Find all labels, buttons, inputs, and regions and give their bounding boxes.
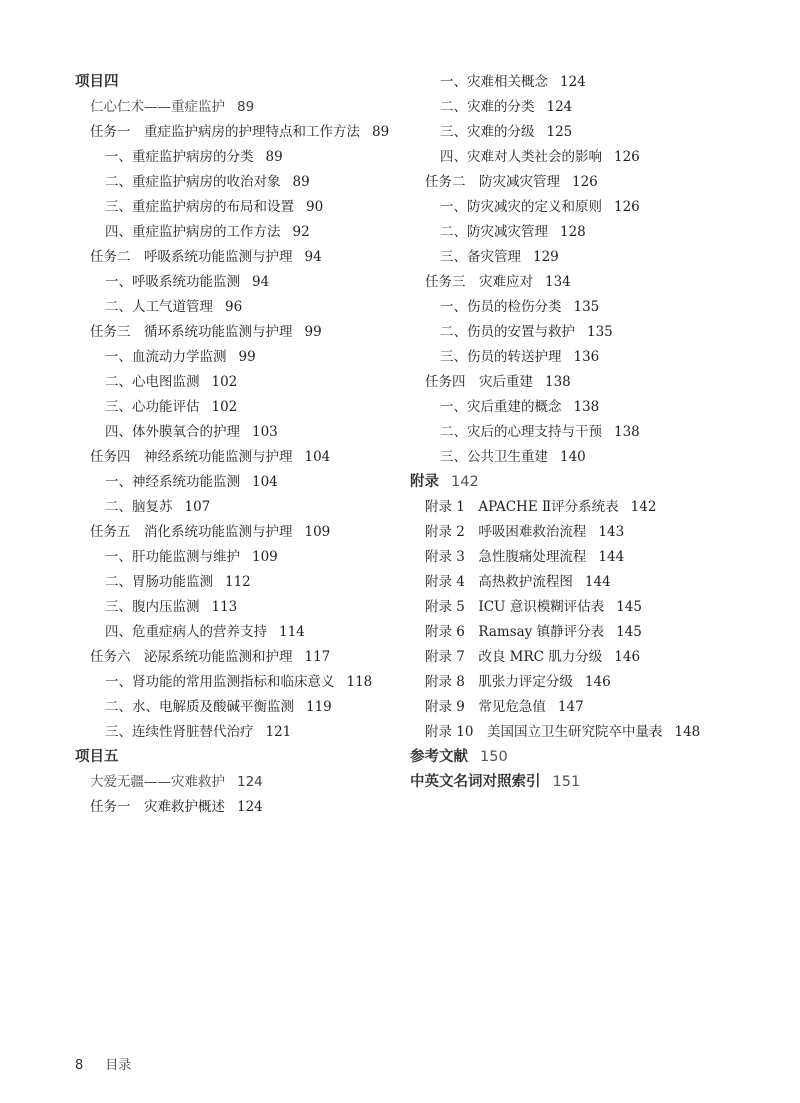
toc-entry-title: 任务六 泌尿系统功能监测和护理 xyxy=(90,649,293,665)
toc-entry-page: 143 xyxy=(598,524,625,540)
page-number: 8 xyxy=(75,1058,84,1073)
toc-entry-page: 126 xyxy=(614,199,640,215)
toc-entry-page: 94 xyxy=(252,274,270,290)
toc-entry-page: 126 xyxy=(614,149,640,165)
toc-entry-page: 113 xyxy=(211,599,238,615)
toc-entry-page: 118 xyxy=(346,674,373,690)
toc-entry-page: 145 xyxy=(616,599,642,615)
toc-entry-item[interactable] xyxy=(75,220,405,245)
toc-entry-item[interactable] xyxy=(410,395,790,420)
toc-entry-page: 103 xyxy=(252,424,278,440)
toc-entry-title: 任务二 防灾减灾管理 xyxy=(425,174,560,190)
toc-entry-item[interactable] xyxy=(75,720,405,745)
toc-entry-title: 三、灾难的分级 xyxy=(440,124,535,140)
toc-entry-page: 107 xyxy=(184,499,211,515)
toc-entry-app[interactable] xyxy=(410,670,790,695)
toc-entry-item[interactable] xyxy=(75,470,405,495)
toc-entry-page: 104 xyxy=(252,474,278,490)
toc-entry-item[interactable] xyxy=(75,345,405,370)
toc-entry-app[interactable] xyxy=(410,545,790,570)
toc-entry-page: 138 xyxy=(573,399,600,415)
toc-entry-page: 125 xyxy=(546,124,573,140)
toc-entry-page: 135 xyxy=(587,324,613,340)
toc-entry-title: 一、防灾减灾的定义和原则 xyxy=(440,199,602,215)
toc-entry-page: 90 xyxy=(306,199,324,215)
toc-entry-title: 中英文名词对照索引 xyxy=(410,774,541,790)
toc-entry-page: 146 xyxy=(614,649,641,665)
toc-right-column xyxy=(410,70,790,795)
toc-entry-part[interactable] xyxy=(410,470,790,495)
toc-entry-part[interactable] xyxy=(410,770,790,795)
toc-entry-title: 附录 6 Ramsay 镇静评分表 xyxy=(425,624,605,640)
toc-entry-page: 102 xyxy=(211,374,238,390)
toc-entry-item[interactable] xyxy=(75,570,405,595)
toc-entry-page: 129 xyxy=(533,249,559,265)
toc-entry-page: 96 xyxy=(225,299,243,315)
toc-entry-part[interactable] xyxy=(410,745,790,770)
toc-entry-item[interactable] xyxy=(410,220,790,245)
toc-entry-page: 128 xyxy=(560,224,586,240)
toc-entry-page: 124 xyxy=(237,799,263,815)
toc-entry-item[interactable] xyxy=(410,345,790,370)
toc-entry-page: 150 xyxy=(480,749,508,765)
toc-entry-page: 109 xyxy=(252,549,278,565)
toc-entry-title: 一、血流动力学监测 xyxy=(105,349,227,365)
toc-entry-title: 附录 3 急性腹痛处理流程 xyxy=(425,549,587,565)
toc-entry-app[interactable] xyxy=(410,720,790,745)
toc-entry-app[interactable] xyxy=(410,570,790,595)
toc-entry-item[interactable] xyxy=(410,445,790,470)
toc-entry-page: 144 xyxy=(598,549,625,565)
toc-entry-title: 二、胃肠功能监测 xyxy=(105,574,213,590)
toc-entry-page: 140 xyxy=(560,449,586,465)
toc-entry-item[interactable] xyxy=(410,295,790,320)
toc-entry-title: 任务五 消化系统功能监测与护理 xyxy=(90,524,293,540)
toc-entry-title: 四、重症监护病房的工作方法 xyxy=(105,224,281,240)
toc-entry-title: 一、灾难相关概念 xyxy=(440,74,548,90)
toc-entry-app[interactable] xyxy=(410,595,790,620)
toc-entry-title: 三、腹内压监测 xyxy=(105,599,200,615)
toc-entry-page: 126 xyxy=(572,174,598,190)
toc-entry-task[interactable] xyxy=(410,370,790,395)
toc-entry-title: 三、连续性肾脏替代治疗 xyxy=(105,724,254,740)
toc-entry-page: 119 xyxy=(306,699,332,715)
toc-entry-page: 89 xyxy=(372,124,390,140)
toc-entry-page: 112 xyxy=(225,574,251,590)
toc-entry-title: 二、心电图监测 xyxy=(105,374,200,390)
toc-entry-app[interactable] xyxy=(410,620,790,645)
toc-entry-title: 附录 1 APACHE Ⅱ评分系统表 xyxy=(425,499,619,515)
toc-entry-item[interactable] xyxy=(75,495,405,520)
toc-entry-part[interactable] xyxy=(75,70,405,95)
toc-entry-page: 92 xyxy=(292,224,310,240)
toc-entry-page: 89 xyxy=(265,149,283,165)
toc-entry-title: 附录 2 呼吸困难救治流程 xyxy=(425,524,587,540)
toc-entry-page: 138 xyxy=(614,424,640,440)
toc-entry-sub[interactable] xyxy=(75,95,405,120)
toc-entry-title: 二、人工气道管理 xyxy=(105,299,213,315)
toc-entry-item[interactable] xyxy=(75,695,405,720)
toc-entry-page: 102 xyxy=(211,399,238,415)
toc-entry-title: 项目五 xyxy=(75,749,119,765)
toc-entry-page: 148 xyxy=(674,724,701,740)
toc-entry-item[interactable] xyxy=(410,420,790,445)
toc-entry-app[interactable] xyxy=(410,645,790,670)
toc-entry-item[interactable] xyxy=(75,595,405,620)
toc-entry-item[interactable] xyxy=(410,320,790,345)
toc-entry-title: 一、重症监护病房的分类 xyxy=(105,149,254,165)
toc-entry-item[interactable] xyxy=(75,620,405,645)
toc-entry-title: 四、灾难对人类社会的影响 xyxy=(440,149,602,165)
toc-entry-title: 三、重症监护病房的布局和设置 xyxy=(105,199,294,215)
toc-entry-title: 任务一 重症监护病房的护理特点和工作方法 xyxy=(90,124,360,140)
toc-entry-title: 二、重症监护病房的收治对象 xyxy=(105,174,281,190)
toc-entry-part[interactable] xyxy=(75,745,405,770)
toc-entry-title: 四、危重症病人的营养支持 xyxy=(105,624,267,640)
toc-entry-item[interactable] xyxy=(410,195,790,220)
toc-entry-title: 附录 8 肌张力评定分级 xyxy=(425,674,573,690)
toc-entry-page: 124 xyxy=(237,774,263,790)
toc-entry-task[interactable] xyxy=(75,795,405,820)
toc-entry-item[interactable] xyxy=(75,420,405,445)
toc-entry-title: 任务四 灾后重建 xyxy=(425,374,533,390)
toc-entry-item[interactable] xyxy=(75,295,405,320)
toc-entry-title: 仁心仁术——重症监护 xyxy=(90,99,225,115)
toc-entry-page: 145 xyxy=(616,624,642,640)
toc-entry-page: 104 xyxy=(304,449,331,465)
toc-entry-item[interactable] xyxy=(75,395,405,420)
toc-entry-title: 二、伤员的安置与救护 xyxy=(440,324,575,340)
toc-entry-title: 附录 4 高热救护流程图 xyxy=(425,574,573,590)
toc-entry-item[interactable] xyxy=(410,145,790,170)
toc-entry-task[interactable] xyxy=(75,320,405,345)
toc-entry-page: 138 xyxy=(545,374,571,390)
toc-entry-title: 二、脑复苏 xyxy=(105,499,173,515)
toc-entry-title: 任务一 灾难救护概述 xyxy=(90,799,225,815)
toc-entry-item[interactable] xyxy=(75,195,405,220)
toc-entry-page: 89 xyxy=(237,99,255,115)
toc-entry-title: 四、体外膜氧合的护理 xyxy=(105,424,240,440)
toc-entry-title: 二、水、电解质及酸碱平衡监测 xyxy=(105,699,294,715)
toc-entry-page: 99 xyxy=(238,349,256,365)
toc-entry-page: 134 xyxy=(545,274,571,290)
toc-entry-item[interactable] xyxy=(410,95,790,120)
toc-entry-page: 121 xyxy=(265,724,292,740)
toc-entry-item[interactable] xyxy=(75,145,405,170)
toc-entry-item[interactable] xyxy=(75,170,405,195)
toc-entry-title: 附录 10 美国国立卫生研究院卒中量表 xyxy=(425,724,663,740)
toc-entry-page: 109 xyxy=(304,524,331,540)
toc-entry-page: 124 xyxy=(560,74,586,90)
toc-entry-title: 一、灾后重建的概念 xyxy=(440,399,562,415)
toc-entry-item[interactable] xyxy=(410,70,790,95)
toc-entry-item[interactable] xyxy=(410,120,790,145)
toc-entry-title: 一、呼吸系统功能监测 xyxy=(105,274,240,290)
toc-entry-task[interactable] xyxy=(75,520,405,545)
toc-entry-app[interactable] xyxy=(410,520,790,545)
toc-entry-item[interactable] xyxy=(75,545,405,570)
toc-entry-page: 135 xyxy=(573,299,600,315)
toc-entry-title: 任务三 循环系统功能监测与护理 xyxy=(90,324,293,340)
toc-entry-page: 144 xyxy=(584,574,611,590)
toc-entry-task[interactable] xyxy=(75,120,405,145)
toc-entry-title: 附录 5 ICU 意识模糊评估表 xyxy=(425,599,605,615)
toc-entry-page: 94 xyxy=(304,249,322,265)
toc-entry-page: 142 xyxy=(451,474,479,490)
toc-entry-app[interactable] xyxy=(410,495,790,520)
toc-entry-task[interactable] xyxy=(410,270,790,295)
toc-entry-app[interactable] xyxy=(410,695,790,720)
toc-entry-title: 二、灾难的分类 xyxy=(440,99,535,115)
toc-entry-task[interactable] xyxy=(75,445,405,470)
toc-entry-title: 项目四 xyxy=(75,74,119,90)
toc-entry-item[interactable] xyxy=(410,245,790,270)
toc-entry-title: 三、伤员的转送护理 xyxy=(440,349,562,365)
toc-entry-page: 99 xyxy=(304,324,322,340)
toc-entry-title: 一、伤员的检伤分类 xyxy=(440,299,562,315)
toc-entry-title: 附录 9 常见危急值 xyxy=(425,699,546,715)
toc-entry-page: 124 xyxy=(546,99,573,115)
toc-entry-task[interactable] xyxy=(75,645,405,670)
toc-entry-sub[interactable] xyxy=(75,770,405,795)
toc-entry-title: 任务四 神经系统功能监测与护理 xyxy=(90,449,293,465)
toc-entry-title: 一、肝功能监测与维护 xyxy=(105,549,240,565)
toc-entry-title: 大爱无疆——灾难救护 xyxy=(90,774,225,790)
toc-left-column xyxy=(75,70,405,820)
toc-entry-page: 117 xyxy=(304,649,331,665)
toc-entry-title: 任务三 灾难应对 xyxy=(425,274,533,290)
toc-entry-title: 三、备灾管理 xyxy=(440,249,521,265)
toc-entry-title: 参考文献 xyxy=(410,749,468,765)
toc-entry-title: 附录 xyxy=(410,474,439,490)
toc-entry-page: 114 xyxy=(279,624,305,640)
toc-entry-item[interactable] xyxy=(75,370,405,395)
toc-entry-title: 二、灾后的心理支持与干预 xyxy=(440,424,602,440)
toc-entry-page: 89 xyxy=(292,174,310,190)
toc-entry-task[interactable] xyxy=(75,245,405,270)
toc-entry-title: 附录 7 改良 MRC 肌力分级 xyxy=(425,649,603,665)
toc-entry-title: 二、防灾减灾管理 xyxy=(440,224,548,240)
toc-entry-page: 142 xyxy=(630,499,657,515)
toc-entry-title: 三、公共卫生重建 xyxy=(440,449,548,465)
toc-entry-title: 一、肾功能的常用监测指标和临床意义 xyxy=(105,674,335,690)
footer-title: 目录 xyxy=(105,1058,132,1073)
toc-entry-task[interactable] xyxy=(410,170,790,195)
toc-entry-page: 136 xyxy=(573,349,600,365)
toc-entry-item[interactable] xyxy=(75,670,405,695)
page-footer xyxy=(75,1054,131,1073)
toc-entry-page: 151 xyxy=(552,774,581,790)
toc-entry-title: 任务二 呼吸系统功能监测与护理 xyxy=(90,249,293,265)
toc-entry-title: 一、神经系统功能监测 xyxy=(105,474,240,490)
toc-entry-title: 三、心功能评估 xyxy=(105,399,200,415)
toc-entry-page: 147 xyxy=(557,699,584,715)
toc-entry-page: 146 xyxy=(584,674,611,690)
toc-entry-item[interactable] xyxy=(75,270,405,295)
